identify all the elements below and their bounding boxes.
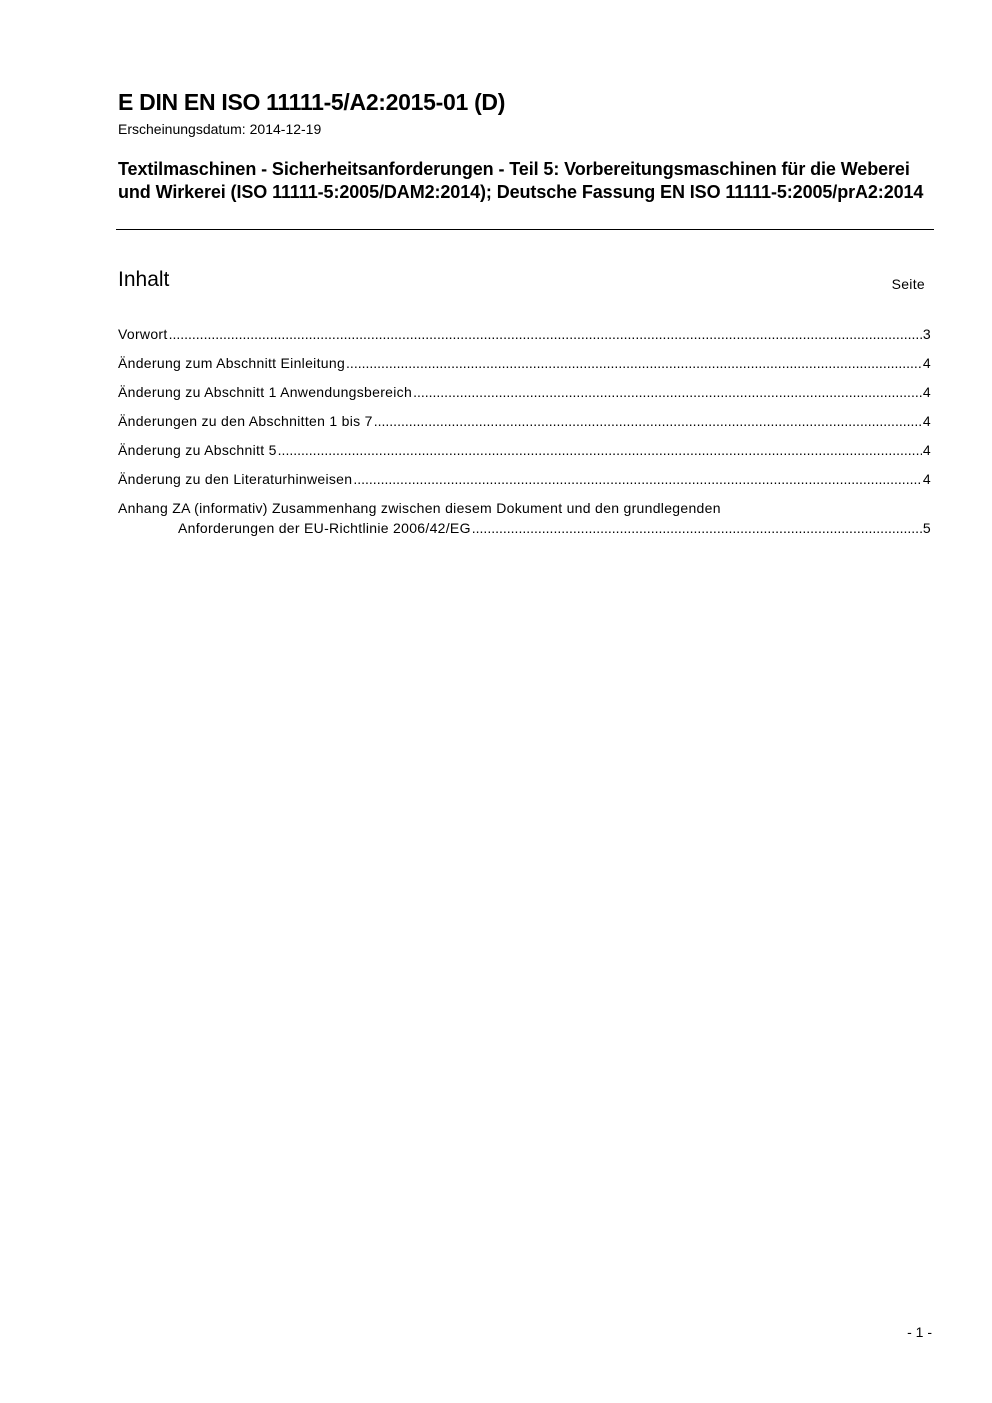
- toc-entry-anhang-za[interactable]: [118, 498, 931, 538]
- toc-leader-dots: [169, 324, 922, 344]
- toc-entry-page: 4: [922, 413, 931, 429]
- toc-entry-continuation: [118, 518, 931, 538]
- toc-entry-page: 4: [922, 442, 931, 458]
- toc-entry-label: Änderung zu den Literaturhinweisen: [118, 471, 353, 487]
- toc-leader-dots: [374, 411, 922, 431]
- document-id: E DIN EN ISO 11111-5/A2:2015-01 (D): [118, 89, 506, 115]
- toc-entry-page: 3: [922, 326, 931, 342]
- publication-date-line: [118, 121, 321, 137]
- publication-date-label: Erscheinungsdatum:: [118, 121, 246, 137]
- toc-entry-literaturhinweise[interactable]: [118, 469, 931, 498]
- document-title: Textilmaschinen - Sicherheitsanforderungen - Teil 5: Vorbereitungsmaschinen für die Weberei und Wirkerei (ISO 11111-5:2005/DAM2:2014); Deutsche Fassung EN ISO 11111-5:2005/prA2:2014: [118, 159, 924, 202]
- publication-date-value: 2014-12-19: [249, 121, 322, 137]
- toc-leader-dots: [353, 469, 922, 489]
- toc-entry-label-line1: Anhang ZA (informativ) Zusammenhang zwischen diesem Dokument und den grundlegenden: [118, 500, 721, 516]
- toc-entry-anwendungsbereich[interactable]: [118, 382, 931, 411]
- table-of-contents: [118, 324, 931, 538]
- toc-entry-einleitung[interactable]: [118, 353, 931, 382]
- toc-entry-page: 5: [922, 520, 931, 536]
- footer-page-number: - 1 -: [907, 1324, 932, 1340]
- toc-entry-label: Änderung zu Abschnitt 1 Anwendungsbereich: [118, 384, 413, 400]
- toc-entry-vorwort[interactable]: [118, 324, 931, 353]
- toc-heading: Inhalt: [118, 268, 170, 291]
- toc-leader-dots: [346, 353, 922, 373]
- toc-entry-abschnitt-5[interactable]: [118, 440, 931, 469]
- toc-entry-label-line2: Anforderungen der EU-Richtlinie 2006/42/EG: [178, 520, 471, 536]
- title-divider: [116, 229, 934, 230]
- toc-leader-dots: [278, 440, 922, 460]
- toc-leader-dots: [413, 382, 922, 402]
- toc-entry-label: Vorwort: [118, 326, 168, 342]
- toc-page-column-label: Seite: [891, 276, 925, 292]
- toc-entry-page: 4: [922, 471, 931, 487]
- toc-entry-label: Änderung zu Abschnitt 5: [118, 442, 277, 458]
- toc-leader-dots: [472, 518, 922, 538]
- toc-entry-abschnitte-1-bis-7[interactable]: [118, 411, 931, 440]
- toc-entry-page: 4: [922, 384, 931, 400]
- toc-entry-page: 4: [922, 355, 931, 371]
- toc-entry-label: Änderung zum Abschnitt Einleitung: [118, 355, 346, 371]
- toc-entry-label: Änderungen zu den Abschnitten 1 bis 7: [118, 413, 373, 429]
